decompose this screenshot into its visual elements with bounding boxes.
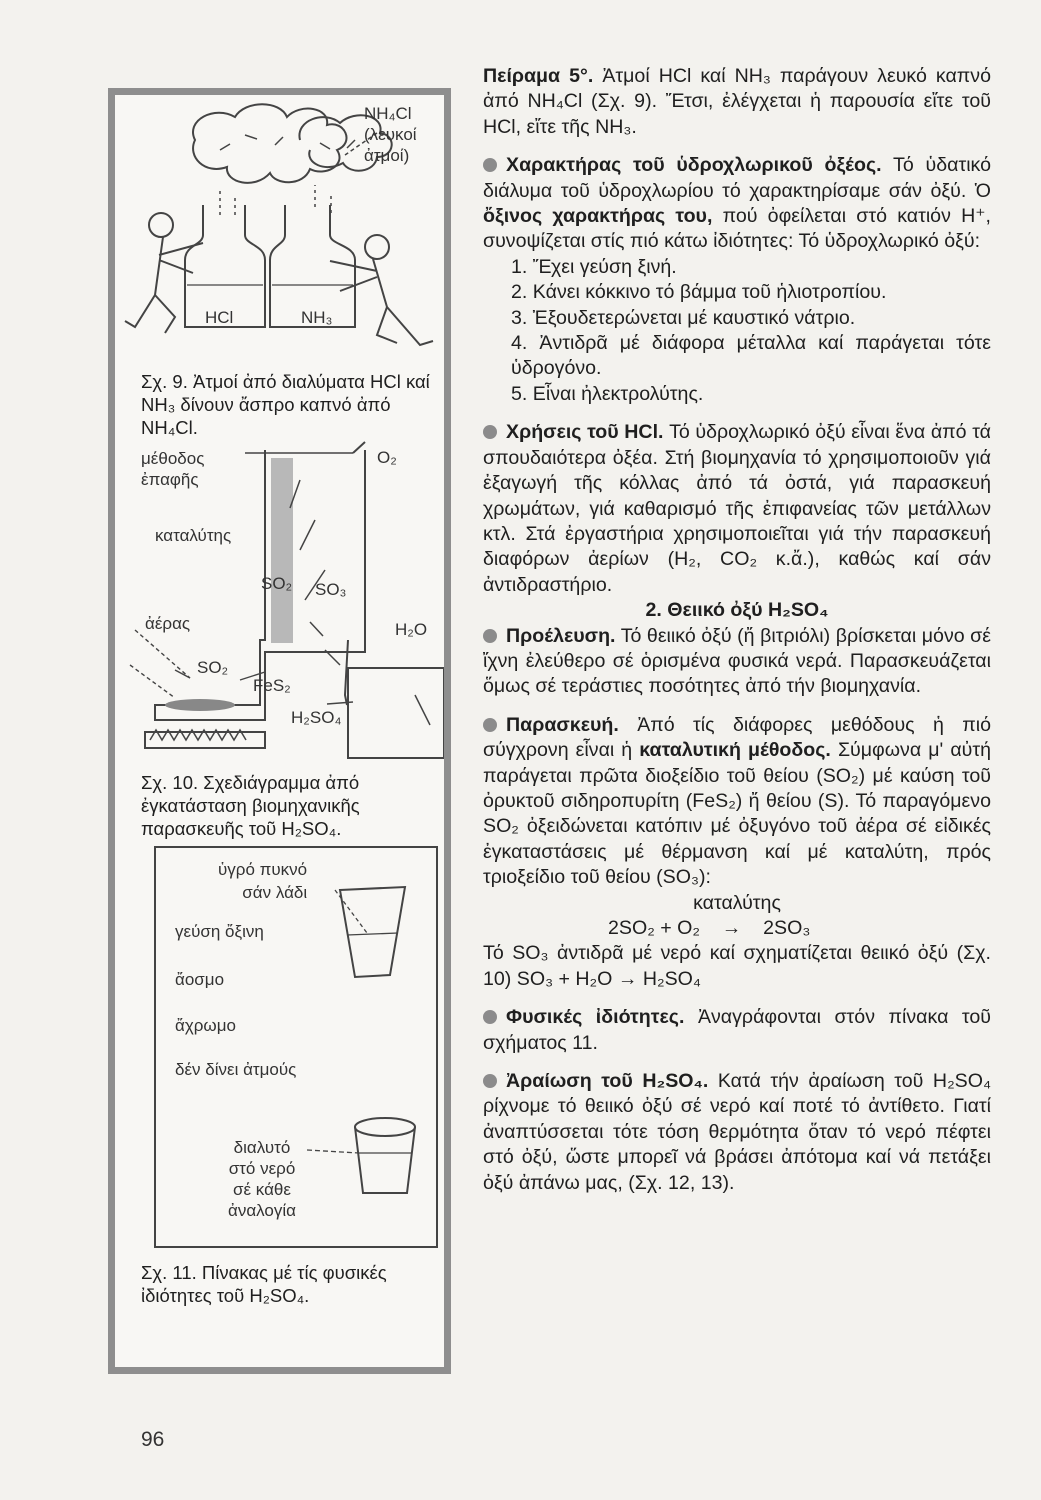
character-text-2: πού ὀφείλεται στό κατιόν H⁺, συνοψίζεται στίς πιό κάτω ἰδιότητες: Τό ὑδροχλωρικό ὀξύ: [483,205,992,253]
bullet-icon [483,425,497,439]
fig10-label-fes2: FeS₂ [253,676,291,695]
experiment-text: Ἀτμοί HCl καί NH₃ παράγουν λευκό καπνό ἀπό NH₄Cl (Σχ. 9). Ἔτσι, ἐλέγχεται ἡ παρουσία εἴτε τοῦ HCl, εἴτε τῆς NH₃. [483,65,992,138]
character-bold: ὄξινος χαρακτήρας του, [483,205,713,228]
prep-bold: καταλυτική μέθοδος. [639,739,831,762]
origin-heading: Προέλευση. [506,624,616,647]
fig11-prop-colour: ἄχρωμο [175,1016,236,1035]
fig10-label-method: μέθοδος ἐπαφῆς [141,449,205,489]
bullet-icon [483,718,497,732]
uses-heading: Χρήσεις τοῦ HCl. [506,421,664,444]
physical-paragraph [483,1005,991,1056]
bullet-icon [483,158,497,172]
equation-catalyst-label: καταλύτης [693,891,781,914]
dilution-paragraph [483,1069,991,1196]
fig11-prop-fumes: δέν δίνει ἀτμούς [175,1060,297,1079]
prep-text-1: Ἀπό τίς διάφορες μεθόδους ἡ πιό σύγχρονη εἶναι ἡ [483,713,991,762]
uses-text: Τό ὑδροχλωρικό ὀξύ εἶναι ἕνα ἀπό τά σπουδαιότερα ὀξέα. Στή βιομηχανία τό χρησιμοποιοῦν γιά ἐξαγωγή τῆς κόλλας ἀπό τά ὀστά, γιά παρασκευή χρωμάτων, γιά καθαρισμό τῆς ἐπιφανείας τῶν μετάλλων κτλ. Στά ἐργαστήρια χρησιμοποιεῖται γιά τήν παρασκευή διαφόρων ἀερίων (H₂, CO₂ κ.ἄ.), καθώς καί σάν ἀντιδραστήριο. [483,421,991,596]
bullet-icon [483,1074,497,1088]
character-heading: Χαρακτήρας τοῦ ὑδροχλωρικοῦ ὀξέος. [506,154,882,177]
origin-paragraph [483,624,991,700]
dilution-text: Κατά τήν ἀραίωση τοῦ H₂SO₄ ρίχνομε τό θειικό ὀξύ σέ νερό καί ποτέ τό ἀντίθετο. Γιατί ἀναπτύσσεται τότε τόση θερμότητα ὅταν τό νερό πέφτει στό ὀξύ, ὥστε μπορεῖ νά βράσει ἀπότομα καί νά πετάξει ὀξύ ἀπάνω μας, (Σχ. 12, 13). [483,1070,991,1194]
fig9-bottle-hcl: HCl [205,308,234,327]
page-number: 96 [141,1428,165,1451]
fig10-caption: Σχ. 10. Σχεδιάγραμμα ἀπό ἐγκατάσταση βιομηχανικῆς παρασκευῆς τοῦ H₂SO₄. [141,772,360,839]
experiment-paragraph [483,64,991,140]
property-item-5: 5. Εἶναι ἠλεκτρολύτης. [511,382,704,405]
character-text-1: Τό ὑδατικό διάλυμα τοῦ ὑδροχλωρίου τό χαρακτηρίσαμε σάν ὀξύ. Ὁ [483,154,991,202]
reaction-paragraph: Τό SO₃ ἀντιδρᾶ μέ νερό καί σχηματίζεται θειικό ὀξύ (Σχ. 10) SO₃ + H₂O → H₂SO₄ [483,942,991,990]
property-item-1: 1. Ἔχει γεύση ξινή. [511,255,677,278]
fig10-label-so2-top: SO₂ [261,574,293,593]
fig9-cloud-label: NH₄Cl (λευκοί ἀτμοί) [364,104,417,165]
fig11-caption: Σχ. 11. Πίνακας μέ τίς φυσικές ἰδιότητες τοῦ H₂SO₄. [141,1262,387,1306]
fig10-label-air: ἀέρας [145,614,191,633]
prep-paragraph [483,713,991,891]
fig11-prop-taste: γεύση ὄξινη [175,922,264,941]
prep-text-2: Σύμφωνα μ' αὐτή παράγεται πρῶτα διοξείδιο τοῦ θείου (SO₂) μέ καύση τοῦ ὀρυκτοῦ σιδηροπυρίτη (FeS₂) ἤ θείου (S). Τό παραγόμενο SO₂ ὀξειδώνεται κατόπιν μέ ὀξυγόνο τοῦ ἀέρα σέ εἰδικές ἐγκαταστάσεις μέ θέρμανση καί μέ καταλύτη, πρός τριοξείδιο τοῦ θείου (SO₃): [483,739,992,889]
physical-heading: Φυσικές ἰδιότητες. [506,1006,685,1029]
fig10-label-so2-bottom: SO₂ [197,658,229,677]
character-paragraph [483,153,991,255]
main-text-column [483,64,991,1196]
fig9-caption: Σχ. 9. Ἀτμοί ἀπό διαλύματα HCl καί NH₃ δίνουν ἄσπρο καπνό ἀπό NH₄Cl. [141,371,430,438]
prep-heading: Παρασκευή. [506,713,619,736]
property-item-3: 3. Ἐξουδετερώνεται μέ καυστικό νάτριο. [511,306,856,329]
fig10-label-so3: SO₃ [315,580,347,599]
origin-text: Τό θειικό ὀξύ (ἤ βιτριόλι) βρίσκεται μόνο σέ ἴχνη ἐλεύθερο σέ ὁρισμένα φυσικά νερά. Παρασκευάζεται ὅμως σέ τεράστιες ποσότητες ἀπό τήν βιομηχανία. [483,624,992,698]
fig10-label-o2: O₂ [377,448,397,467]
fig11-prop-odour: ἄοσμο [175,970,225,989]
bullet-icon [483,1010,497,1024]
physical-text: Ἀναγράφονται στόν πίνακα τοῦ σχήματος 11. [483,1006,991,1054]
uses-paragraph [483,420,991,598]
section-title: 2. Θειικό ὀξύ H₂SO₄ [645,599,829,622]
property-item-2: 2. Κάνει κόκκινο τό βάμμα τοῦ ἡλιοτροπίου. [511,281,887,304]
fig11-prop-oily: ὑγρό πυκνό σάν λάδι [218,860,308,902]
bullet-icon [483,629,497,643]
fig10-label-catalyst: καταλύτης [155,526,232,545]
dilution-heading: Ἀραίωση τοῦ H₂SO₄. [506,1070,709,1093]
fig11-prop-soluble: διαλυτό στό νερό σέ κάθε ἀναλογία [228,1138,296,1220]
experiment-heading: Πείραμα 5°. [483,65,594,87]
figure-sidebar [108,88,451,1374]
equation-line: 2SO₂ + O₂ → 2SO₃ [608,917,811,939]
fig10-label-h2o: H₂O [395,620,428,639]
property-item-4: 4. Ἀντιδρᾶ μέ διάφορα μέταλλα καί παράγεται τότε ὑδρογόνο. [511,332,991,380]
fig10-label-h2so4: H₂SO₄ [291,708,342,727]
fig9-bottle-nh3: NH₃ [301,308,333,327]
